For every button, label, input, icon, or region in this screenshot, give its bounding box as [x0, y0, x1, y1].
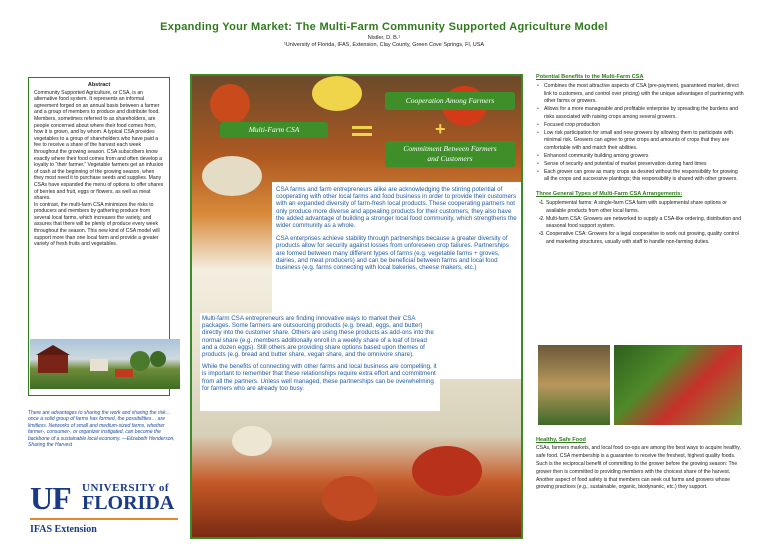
center-column	[190, 74, 523, 539]
author-line: Nistler, D. B.¹	[367, 35, 401, 41]
center-text-panel-2	[200, 313, 440, 411]
diagram-cooperation-among-farmers: Cooperation Among Farmers	[385, 92, 515, 110]
type-item: • 1. Supplemental farms: A single-farm CSA farm with supplemental share options or available products from other local farms.	[546, 200, 744, 216]
diagram-commitment-box	[385, 141, 515, 167]
logo-university-text: UNIVERSITY of	[82, 482, 170, 494]
center-paragraph-4: While the benefits of connecting with other farms and local business are compelling, it is important to remember that these relationships require extra effort and commitment from all the partners. Unless well managed, these partnerships can be overwhelming for farmers who are already too busy.	[202, 363, 437, 392]
farm-scene-illustration	[30, 339, 180, 389]
healthy-paragraph: CSAs, farmers markets, and local food co-ops are among the best ways to acquire healthy, safe food. CSA membership is a guarantee to receive the freshest, highest quality foods. Such is the reciprocal benefit of committing to the grower before the growing season: The grower then is committed to providing members with the choicest share of the harvest. Another aspect of food safety is that members can seek out farms and growers whose growing practices (e.g., sustainable, organic, biodynamic, etc.) they support.	[536, 444, 741, 491]
healthy-food-section	[536, 437, 746, 492]
benefit-item: • Low risk participation for small and new growers by allowing them to participate with minimal risk. Growers can agree to grow crops and amounts of crops that they are comfortable with and match their abilities.	[544, 130, 744, 153]
vegetable-boxes-photo	[614, 345, 742, 425]
henderson-quote: There are advantages to sharing the work and sharing the risk… once a solid group of farms has formed, the possibilities… are limitless. Networks of small and medium-sized farms, whether farmer-, consumer-, or organizer instigated, can become the backbone of a sustainable local economy. —Elizabeth Henderson, Sharing the Harvest	[28, 410, 175, 449]
logo-orange-bar	[30, 518, 178, 520]
types-list	[536, 200, 744, 247]
center-paragraph-2: CSA enterprises achieve stability through partnerships because a greater diversity of products allow for security against losses from unforeseen crop failures. Partnerships are formed between many different types of farms (e.g. vegetable farms + groves, dairies, and meat producers) and can be beneficial between farms and local food business (e.g. farms connecting with local bakeries, cheese makers, etc.)	[276, 235, 509, 272]
diagram-commitment-line-2: and Customers	[427, 154, 473, 163]
farm-photo	[30, 339, 180, 389]
abstract-paragraph-2: In contrast, the multi-farm CSA minimizes the risks to producers and members by gathering produce from several local farms, which increases the variety, and assures that there will be plenty of produce every week throughout the season. This new kind of CSA model will support more than one local farm and provide a greater variety of fresh fruits and vegetables.	[34, 201, 160, 248]
uf-monogram: UF	[30, 480, 71, 516]
uf-ifas-logo	[30, 480, 180, 540]
type-item: • 3. Cooperative CSA: Growers for a legal cooperative to work out growing, quality control and marketing structures, usually with staff to handle non-farming duties.	[546, 231, 744, 247]
types-heading: Three General Types of Multi-Farm CSA Arrangements:	[536, 191, 683, 198]
healthy-heading: Healthy, Safe Food	[536, 437, 586, 443]
type-item: • 2. Multi-farm CSA: Growers are networked to supply a CSA-like ordering, distribution and seasonal food support system.	[546, 216, 744, 232]
benefit-item: • Enhanced community building among growers	[544, 153, 744, 161]
affiliation-line: ¹University of Florida, IFAS, Extension, Clay County, Green Cove Springs, Fl, USA	[283, 42, 485, 48]
benefit-item: • Allows for a more manageable and profitable enterprise by spreading the burdens and risks associated with raising crops among several growers.	[544, 106, 744, 122]
center-paragraph-1: CSA farms and farm entrepreneurs alike are acknowledging the stirring potential of cooperating with other local farms and food business in order to provide their customers with an expanded diversity of farm-fresh local products. These cooperating partners not only produce more diverse and appealing products for their customers, they also have the added advantage of building a stronger local food community, which strengthens the wider community as a whole.	[276, 186, 517, 230]
logo-ifas-text: IFAS Extension	[30, 524, 97, 535]
abstract-paragraph-1: Community Supported Agriculture, or CSA, is an alternative food system. It represents an informal agreement forged on an annual basis between a farmer and a group of members to produce and distribute food. Members, sometimes referred to as shareholders, are people concerned about where their food comes from, how it is grown, and by whom. A typical CSA provides vegetables to a group of shareholders who have paid a fee to receive a share of the harvest each week throughout the growing season. CSA subscribers know exactly where their food comes from and often develop a loyalty to “their farmer.” Vegetable farmers get an infusion of cash at the beginning of the growing season, when they most need it to purchase seeds and supplies. Many CSAs have expanded the menu of options to offer shares of berries and fruit, eggs or flowers, as well as meat shares.	[34, 89, 164, 202]
vegetable-image-1	[210, 84, 250, 124]
benefits-list	[536, 83, 744, 184]
abstract-heading: Abstract	[87, 82, 111, 88]
vegetable-image-4	[202, 156, 262, 196]
csa-members-photo	[538, 345, 610, 425]
benefit-item: • Each grower can grow as many crops as desired without the responsibility for growing all the crops and successive plantings; this responsibility is shared with other growers.	[544, 169, 744, 185]
photo-row	[538, 345, 742, 425]
vegetable-image-2	[312, 76, 362, 111]
logo-florida-text: FLORIDA	[82, 492, 175, 514]
plus-sign: +	[435, 119, 446, 139]
vegetable-image-7	[322, 476, 377, 521]
vegetable-image-5	[232, 426, 272, 456]
center-paragraph-3: Multi-farm CSA entrepreneurs are finding innovative ways to market their CSA packages. Some farmers are outsourcing products (e.g. bread, eggs, and butter) directly into the customer share. Others are using these products as add-ons into the normal share (e.g. members additionally enroll in a weekly share of a loaf of bread and a dozen eggs). Still others are providing share options based upon themes of products (e.g. bread and butter share, vegan share, and the omnivore share).	[202, 315, 434, 359]
diagram-commitment-line-1: Commitment Between Farmers	[403, 144, 497, 153]
benefits-heading: Potential Benefits to the Multi-Farm CSA	[536, 74, 644, 80]
equals-sign	[352, 126, 372, 136]
benefit-item: • Focused crop production	[544, 122, 744, 130]
vegetable-image-6	[412, 446, 482, 496]
right-column	[536, 74, 744, 247]
benefit-item: • Combines the most attractive aspects of CSA (pre-payment, guaranteed market, direct link to customers, and control over pricing) with the unique advantages of partnering with other farms or growers.	[544, 83, 744, 106]
diagram-multi-farm-csa: Multi-Farm CSA	[220, 122, 328, 138]
poster-title: Expanding Your Market: The Multi-Farm Community Supported Agriculture Model	[160, 21, 608, 33]
benefit-item: • Sense of security and potential of market preservation during hard times	[544, 161, 744, 169]
